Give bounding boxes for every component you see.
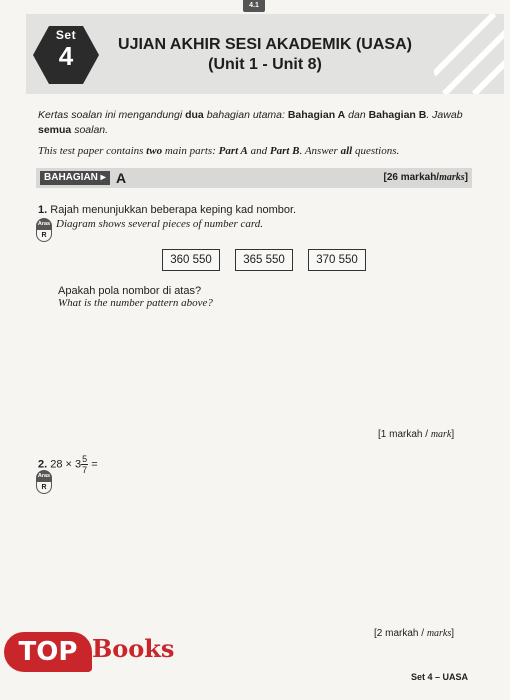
ask-text-english: What is the number pattern above?: [58, 297, 213, 309]
expression-prefix: 28 × 3: [50, 458, 82, 471]
question-text-english: Diagram shows several pieces of number card.: [56, 218, 264, 230]
level-badge: [36, 218, 52, 242]
text-italic: marks: [426, 628, 452, 639]
text-italic: marks: [439, 172, 465, 183]
level-label: Aras: [36, 470, 52, 482]
set-header: [26, 14, 504, 94]
page-tab-label: 4.1: [243, 0, 265, 12]
header-stripes: [434, 14, 504, 94]
text-bold: Part B: [269, 145, 300, 157]
text-bold: dua: [185, 109, 204, 121]
text: [26 markah/: [383, 172, 440, 183]
text-bold: two: [146, 145, 163, 157]
text: bahagian utama:: [203, 109, 288, 121]
text: [2 markah /: [374, 628, 427, 639]
text: [1 markah /: [378, 429, 431, 440]
text: dan: [345, 109, 369, 121]
topbooks-logo: [0, 630, 190, 680]
text: and: [247, 145, 270, 157]
text-bold: Bahagian A: [287, 109, 346, 121]
question-2-marks: [374, 628, 454, 639]
ask-text-malay: Apakah pola nombor di atas?: [58, 285, 202, 297]
question-1-english: [56, 218, 263, 230]
section-header: [36, 168, 472, 188]
set-number: 4: [58, 41, 74, 71]
question-text-malay: Rajah menunjukkan beberapa keping kad nombor.: [50, 204, 297, 216]
text: . Jawab: [426, 109, 463, 121]
text-bold: all: [340, 145, 353, 157]
question-1-marks: [378, 429, 454, 440]
text-bold: Part A: [218, 145, 248, 157]
section-letter: A: [116, 170, 127, 186]
page-footer: Set 4 – UASA: [410, 672, 468, 682]
title-line-2: (Unit 1 - Unit 8): [208, 56, 322, 73]
number-card: 365 550: [235, 249, 293, 271]
instructions-malay: [38, 108, 478, 138]
section-label: BAHAGIAN ▸: [40, 171, 110, 185]
text: main parts:: [162, 145, 219, 157]
question-number: 2.: [38, 458, 48, 471]
logo-books-text: Books: [92, 634, 175, 663]
text: questions.: [352, 145, 400, 157]
text-bold: semua: [38, 124, 72, 136]
expression-suffix: =: [88, 458, 98, 471]
text: ]: [451, 628, 455, 639]
fraction-numerator: 5: [82, 454, 88, 464]
question-1-ask: [58, 285, 213, 309]
level-value: R: [36, 230, 52, 242]
title-line-1: UJIAN AKHIR SESI AKADEMIK (UASA): [118, 36, 412, 53]
level-label: Aras: [36, 218, 52, 230]
text: ]: [464, 172, 468, 183]
set-badge: [38, 28, 94, 70]
text: soalan.: [71, 124, 109, 136]
instructions: [38, 108, 478, 159]
level-badge: [36, 470, 52, 494]
text-bold: Bahagian B: [368, 109, 427, 121]
page-title: [90, 36, 440, 74]
text-italic: mark: [430, 429, 452, 440]
number-card: 360 550: [162, 249, 220, 271]
logo-top-text: TOP: [4, 632, 92, 672]
question-1: [38, 204, 296, 216]
fraction-denominator: 7: [82, 465, 88, 475]
text: ]: [451, 429, 455, 440]
section-marks: [384, 172, 469, 183]
text: Kertas soalan ini mengandungi: [38, 109, 186, 121]
level-value: R: [36, 482, 52, 494]
text: This test paper contains: [38, 145, 147, 157]
instructions-english: [38, 144, 478, 159]
question-number: 1.: [38, 204, 48, 216]
text: . Answer: [299, 145, 341, 157]
set-label: Set: [55, 28, 77, 42]
number-card: 370 550: [308, 249, 366, 271]
